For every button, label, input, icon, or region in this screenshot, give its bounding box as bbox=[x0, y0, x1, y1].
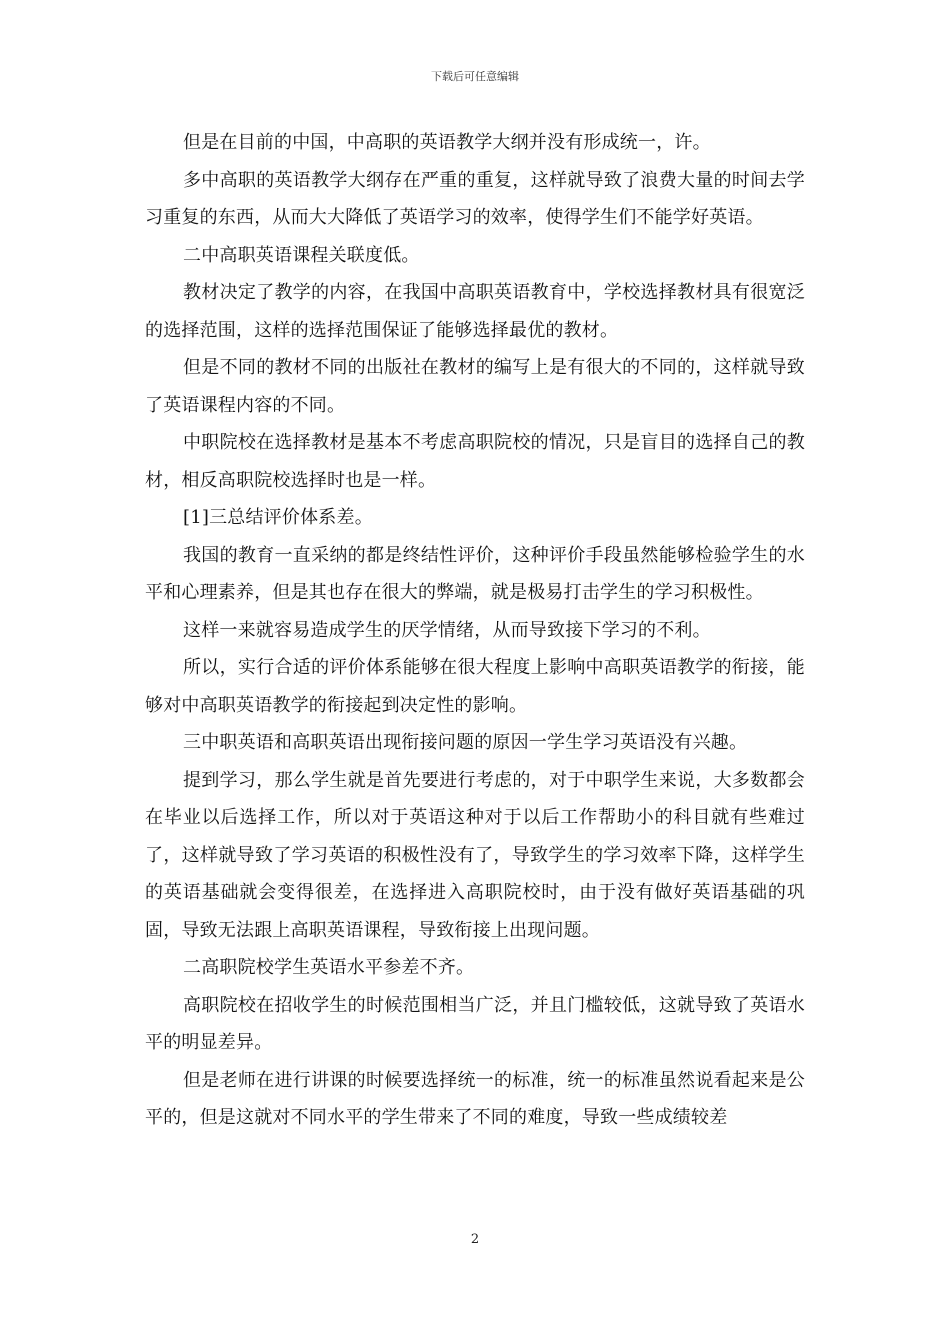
paragraph: [1]三总结评价体系差。 bbox=[183, 507, 373, 528]
paragraph: 中职院校在选择教材是基本不考虑高职院校的情况，只是盲目的选择自己的教材，相反高职院校选择时也是一样。 bbox=[145, 432, 805, 491]
paragraph: 提到学习，那么学生就是首先要进行考虑的，对于中职学生来说，大多数都会在毕业以后选择工作，所以对于英语这种对于以后工作帮助小的科目就有些难过了，这样就导致了学习英语的积极性没有了，导致学生的学习效率下降，这样学生的英语基础就会变得很差，在选择进入高职院校时，由于没有做好英语基础的巩固，导致无法跟上高职英语课程，导致衔接上出现问题。 bbox=[145, 769, 805, 941]
paragraph: 我国的教育一直采纳的都是终结性评价，这种评价手段虽然能够检验学生的水平和心理素养，但是其也存在很大的弊端，就是极易打击学生的学习积极性。 bbox=[145, 544, 805, 603]
paragraph: 这样一来就容易造成学生的厌学情绪，从而导致接下学习的不利。 bbox=[183, 619, 711, 641]
paragraph: 教材决定了教学的内容，在我国中高职英语教育中，学校选择教材具有很宽泛的选择范围，这样的选择范围保证了能够选择最优的教材。 bbox=[145, 282, 805, 341]
document-body bbox=[145, 124, 805, 1137]
paragraph: 高职院校在招收学生的时候范围相当广泛，并且门槛较低，这就导致了英语水平的明显差异。 bbox=[145, 994, 805, 1053]
paragraph: 二中高职英语课程关联度低。 bbox=[183, 244, 420, 266]
page-number: 2 bbox=[470, 1232, 480, 1247]
paragraph: 三中职英语和高职英语出现衔接问题的原因一学生学习英语没有兴趣。 bbox=[183, 732, 748, 753]
page-header: 下载后可任意编辑 bbox=[431, 70, 519, 83]
paragraph: 所以，实行合适的评价体系能够在很大程度上影响中高职英语教学的衔接，能够对中高职英语教学的衔接起到决定性的影响。 bbox=[145, 657, 805, 716]
paragraph: 但是不同的教材不同的出版社在教材的编写上是有很大的不同的，这样就导致了英语课程内容的不同。 bbox=[145, 357, 805, 416]
paragraph: 二高职院校学生英语水平参差不齐。 bbox=[183, 957, 475, 978]
paragraph: 但是在目前的中国，中高职的英语教学大纲并没有形成统一，许。 bbox=[183, 132, 711, 153]
paragraph: 但是老师在进行讲课的时候要选择统一的标准，统一的标准虽然说看起来是公平的，但是这就对不同水平的学生带来了不同的难度，导致一些成绩较差 bbox=[145, 1069, 805, 1128]
paragraph: 多中高职的英语教学大纲存在严重的重复，这样就导致了浪费大量的时间去学习重复的东西，从而大大降低了英语学习的效率，使得学生们不能学好英语。 bbox=[145, 169, 805, 228]
